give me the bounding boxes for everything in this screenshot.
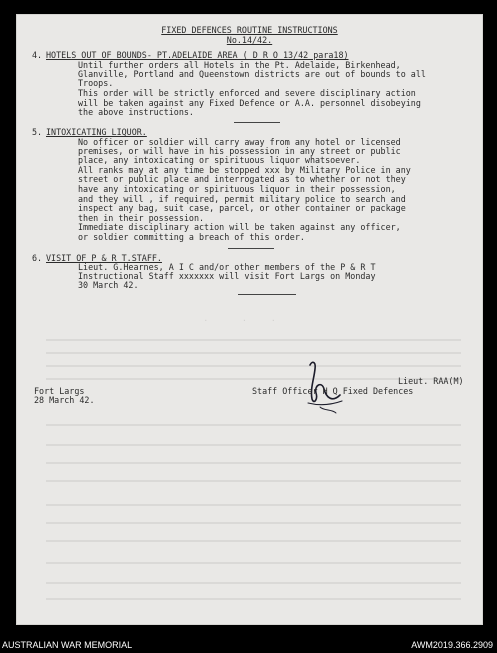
show-through-line	[46, 522, 461, 524]
document-number: No.14/42.	[226, 35, 273, 45]
show-through-line	[46, 352, 461, 354]
show-through-line	[46, 365, 461, 367]
section-divider	[228, 248, 274, 249]
footer-reference: AWM2019.366.2909	[411, 640, 493, 650]
show-through-line	[46, 444, 461, 446]
section-divider	[238, 294, 296, 295]
item-5-line: Immediate disciplinary action will be taken against any officer,	[78, 222, 401, 232]
footer-source: AUSTRALIAN WAR MEMORIAL	[2, 640, 133, 650]
show-through-line	[46, 339, 461, 341]
item-4-line: Glanville, Portland and Queenstown districts are out of bounds to all	[78, 69, 426, 79]
show-through-line	[46, 504, 461, 506]
item-5-line: inspect any bag, suit case, parcel, or other container or package	[78, 203, 406, 213]
show-through-line	[46, 598, 461, 600]
document-page	[16, 14, 483, 625]
show-through-line	[46, 480, 461, 482]
show-through-text: . . .	[136, 314, 276, 323]
item-6-number: 6.	[32, 253, 43, 263]
item-4-heading: HOTELS OUT OF BOUNDS- PT.ADELAIDE AREA ( D R O 13/42 para18)	[46, 50, 349, 60]
item-6-heading: VISIT OF P & R T.STAFF.	[46, 253, 162, 263]
show-through-line	[46, 424, 461, 426]
item-5-line: No officer or soldier will carry away from any hotel or licensed	[78, 137, 401, 147]
show-through-line	[46, 540, 461, 542]
item-6-line: Lieut. G.Hearnes, A I C and/or other members of the P & R T	[78, 262, 376, 272]
item-4-line: This order will be strictly enforced and severe disciplinary action	[78, 88, 416, 98]
item-6-line: Instructional Staff xxxxxxx will visit Fort Largs on Monday	[78, 271, 376, 281]
item-5-line: premises, or will have in his possession in any street or public	[78, 146, 401, 156]
document-title: FIXED DEFENCES ROUTINE INSTRUCTIONS	[161, 25, 338, 35]
item-5-line: All ranks may at any time be stopped xxx by Military Police in any	[78, 165, 411, 175]
item-5-line: street or public place and interrogated as to whether or not they	[78, 174, 406, 184]
item-5-heading: INTOXICATING LIQUOR.	[46, 127, 147, 137]
item-5-line: have any intoxicating or spirituous liquor in their possession,	[78, 184, 396, 194]
item-6-line: 30 March 42.	[78, 280, 139, 290]
footer-bar	[0, 638, 497, 653]
show-through-line	[46, 462, 461, 464]
place: Fort Largs	[34, 386, 85, 396]
item-4-line: the above instructions.	[78, 107, 194, 117]
section-divider	[234, 122, 280, 123]
show-through-line	[46, 562, 461, 564]
signature-rank: Lieut. RAA(M)	[398, 376, 464, 386]
item-4-line: Troops.	[78, 78, 114, 88]
date: 28 March 42.	[34, 395, 95, 405]
item-5-line: then in their possession.	[78, 213, 205, 223]
item-5-line: or soldier committing a breach of this order.	[78, 232, 305, 242]
item-5-line: place, any intoxicating or spirituous liquor whatsoever.	[78, 155, 361, 165]
item-5-number: 5.	[32, 127, 43, 137]
item-4-line: Until further orders all Hotels in the Pt. Adelaide, Birkenhead,	[78, 60, 401, 70]
item-4-number: 4.	[32, 50, 43, 60]
show-through-line	[46, 582, 461, 584]
item-5-line: and they will , if required, permit military police to search and	[78, 194, 406, 204]
signature-role: Staff Officer H Q Fixed Defences	[252, 386, 414, 396]
item-4-line: will be taken against any Fixed Defence or A.A. personnel disobeying	[78, 98, 421, 108]
